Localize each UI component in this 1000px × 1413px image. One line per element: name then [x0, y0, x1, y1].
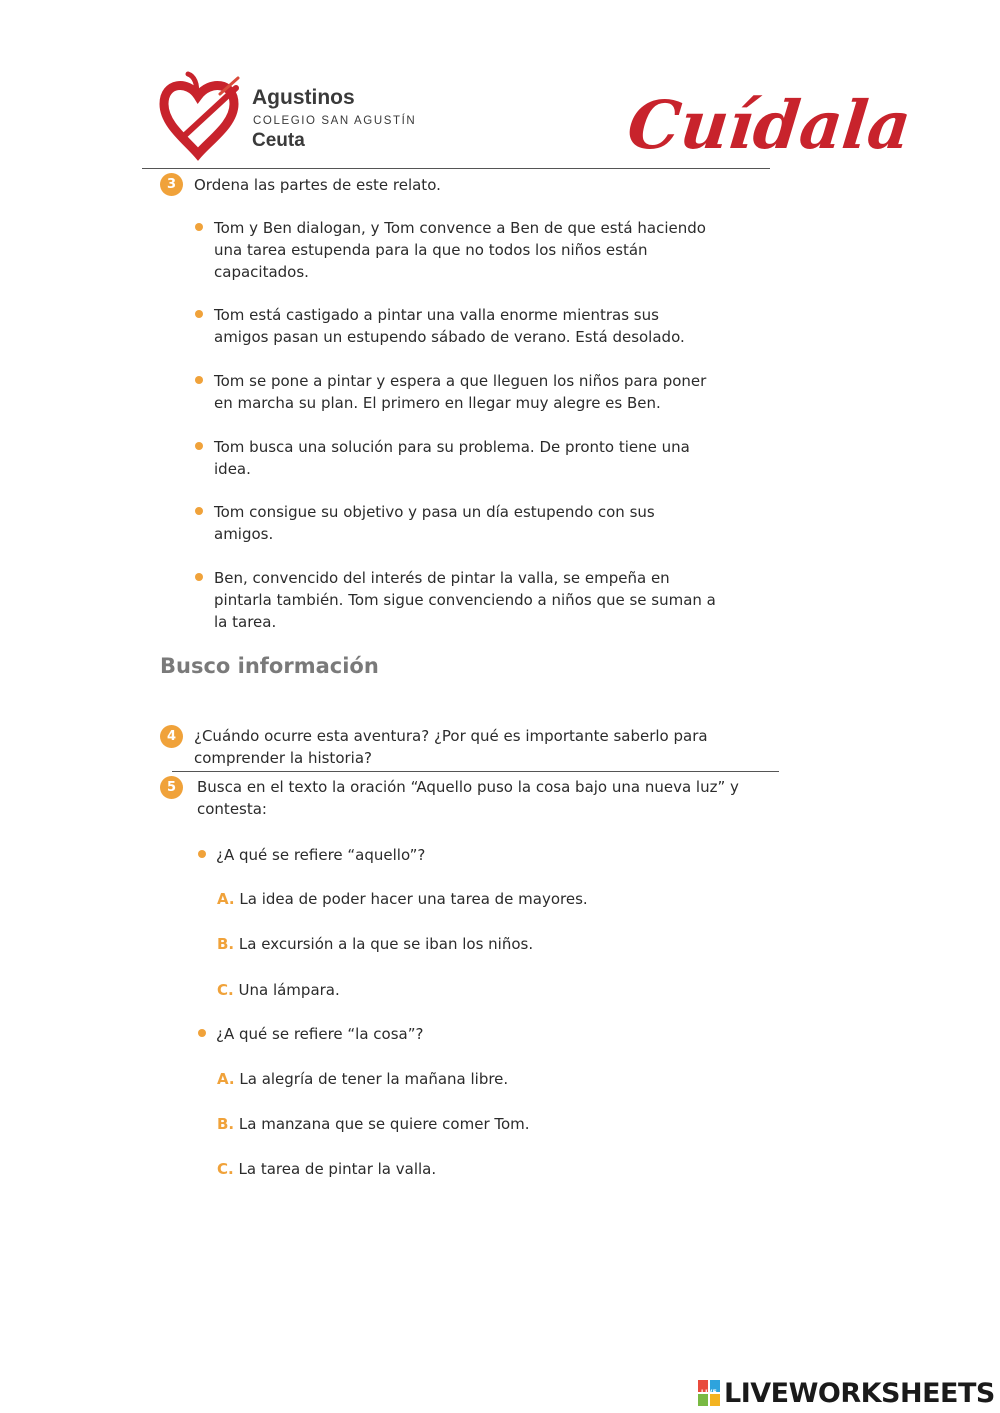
question-5-prompt: Busca en el texto la oración “Aquello puso la cosa bajo una nueva luz” y contesta: — [197, 778, 739, 818]
campaign-wordmark — [624, 70, 915, 170]
story-part-3[interactable]: Tom se pone a pintar y espera a que lleguen los niños para poner en marcha su plan. El primero en llegar muy alegre es Ben. — [214, 372, 707, 412]
section-title: Busco información — [160, 654, 379, 678]
question-4-prompt: ¿Cuándo ocurre esta aventura? ¿Por qué es importante saberlo para comprender la historia? — [194, 727, 708, 767]
bullet-icon — [195, 507, 203, 515]
option-text: La manzana que se quiere comer Tom. — [238, 1115, 530, 1133]
bullet-icon — [198, 1029, 206, 1037]
option-2a[interactable] — [217, 1068, 508, 1090]
school-logo — [158, 66, 240, 158]
story-part-2[interactable]: Tom está castigado a pintar una valla enorme mientras sus amigos pasan un estupendo sábado de verano. Está desolado. — [214, 306, 685, 346]
school-name: Agustinos — [252, 86, 355, 109]
option-text: La tarea de pintar la valla. — [238, 1160, 437, 1178]
question-3-prompt: Ordena las partes de este relato. — [194, 176, 441, 194]
bullet-icon — [195, 310, 203, 318]
school-city: Ceuta — [252, 130, 305, 151]
option-2b[interactable] — [217, 1113, 530, 1135]
sub-question-la-cosa: ¿A qué se refiere “la cosa”? — [216, 1025, 424, 1043]
bullet-icon — [198, 850, 206, 858]
option-letter: C. — [217, 981, 234, 999]
option-text: La idea de poder hacer una tarea de mayores. — [239, 890, 588, 908]
option-letter: C. — [217, 1160, 234, 1178]
option-2c[interactable] — [217, 1158, 436, 1180]
section-divider — [172, 771, 779, 772]
story-part-1[interactable]: Tom y Ben dialogan, y Tom convence a Ben de que está haciendo una tarea estupenda para la que no todos los niños están capacitados. — [214, 219, 706, 281]
liveworksheets-logo — [698, 1380, 720, 1406]
question-number-5: 5 — [160, 776, 183, 799]
header-divider — [142, 168, 770, 169]
option-letter: A. — [217, 1070, 235, 1088]
option-text: Una lámpara. — [238, 981, 340, 999]
option-text: La alegría de tener la mañana libre. — [239, 1070, 509, 1088]
bullet-icon — [195, 573, 203, 581]
story-part-4[interactable]: Tom busca una solución para su problema. De pronto tiene una idea. — [214, 438, 690, 478]
story-part-5[interactable]: Tom consigue su objetivo y pasa un día estupendo con sus amigos. — [214, 503, 655, 543]
question-number-4: 4 — [160, 725, 183, 748]
option-text: La excursión a la que se iban los niños. — [238, 935, 534, 953]
option-letter: A. — [217, 890, 235, 908]
heart-logo-icon — [158, 66, 240, 158]
liveworksheets-badge-text: LIVE — [701, 1389, 717, 1396]
option-1b[interactable] — [217, 933, 533, 955]
option-letter: B. — [217, 1115, 235, 1133]
option-1a[interactable] — [217, 888, 588, 910]
story-part-6[interactable]: Ben, convencido del interés de pintar la valla, se empeña en pintarla también. Tom sigue convenciendo a niños que se suman a la tarea. — [214, 569, 716, 631]
bullet-icon — [195, 376, 203, 384]
campaign-text: Cuídala — [624, 86, 915, 164]
option-letter: B. — [217, 935, 235, 953]
bullet-icon — [195, 442, 203, 450]
question-number-3: 3 — [160, 173, 183, 196]
liveworksheets-wordmark: LIVEWORKSHEETS — [724, 1378, 995, 1409]
school-subtitle: COLEGIO SAN AGUSTÍN — [253, 115, 417, 127]
option-1c[interactable] — [217, 979, 340, 1001]
bullet-icon — [195, 223, 203, 231]
sub-question-aquello: ¿A qué se refiere “aquello”? — [216, 846, 426, 864]
